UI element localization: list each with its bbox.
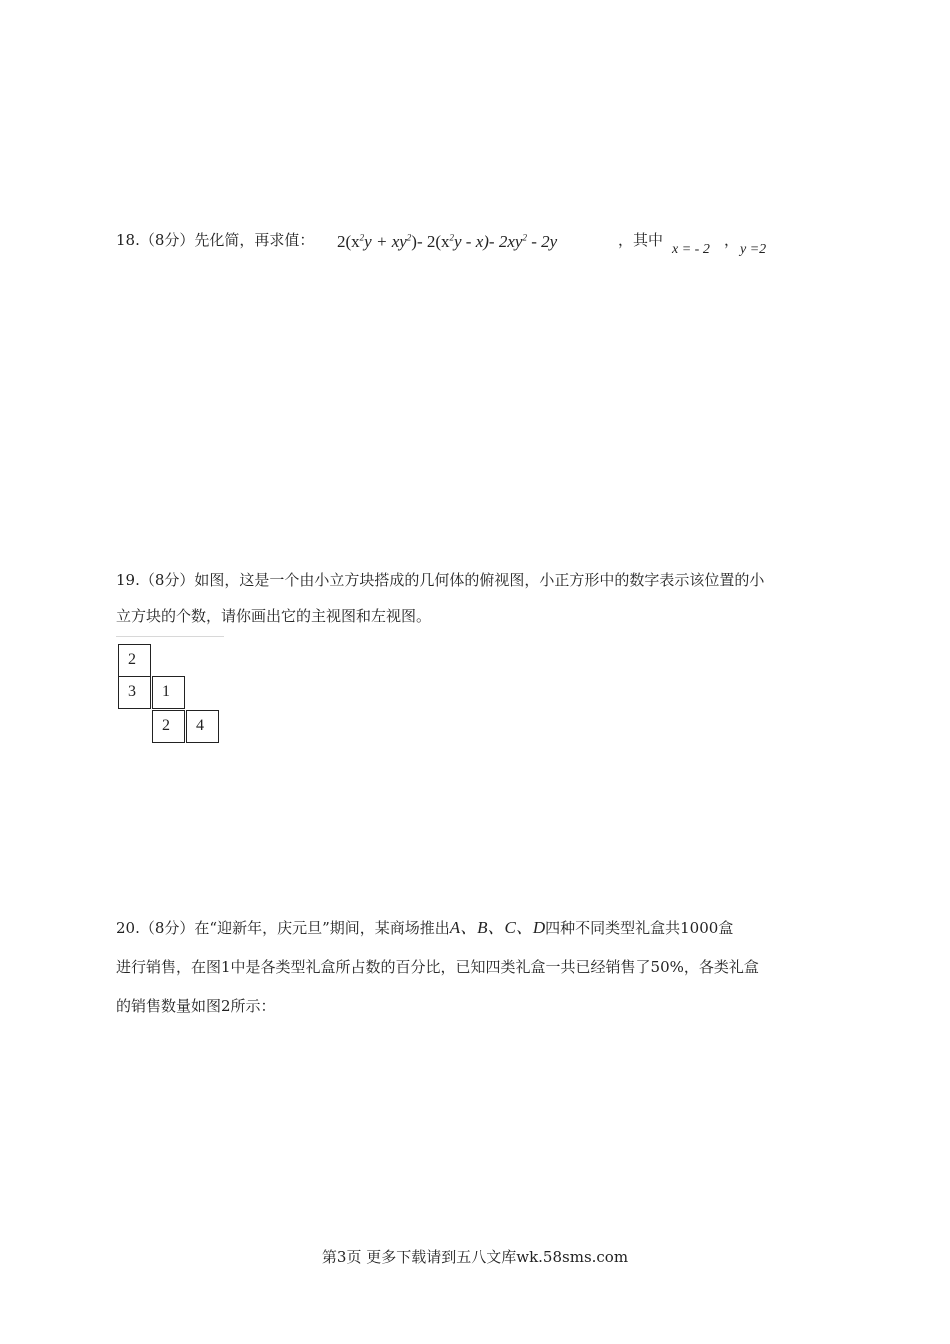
q19-line1: 19.（8分）如图，这是一个由小立方块搭成的几何体的俯视图，小正方形中的数字表示该位置的小 (116, 571, 765, 589)
grid-cell: 4 (186, 710, 219, 743)
q18-separator: ， (724, 231, 740, 249)
grid-cell: 3 (118, 676, 151, 709)
grid-top-rule (116, 636, 224, 637)
top-view-grid (116, 636, 224, 746)
grid-cell: 2 (152, 710, 185, 743)
q20-line1 (116, 918, 733, 938)
q18-condition-x: x = - 2 (672, 242, 710, 257)
q20-line1-start: 20.（8分）在“迎新年，庆元旦”期间，某商场推出 (116, 919, 450, 937)
q18-prompt: 18.（8分）先化简，再求值： (116, 231, 315, 249)
q20-line3: 的销售数量如图2所示： (116, 997, 276, 1015)
page-footer: 第3页 更多下载请到五八文库wk.58sms.com (321, 1248, 629, 1266)
grid-cell: 1 (152, 676, 185, 709)
grid-cell: 2 (118, 644, 151, 677)
q18-condition-y: y =2 (740, 242, 767, 257)
q18-expression: $2(x^2y + xy^2)-$ $2(x^2y - x)-$ $2xy^2 - 2y$ (337, 232, 558, 251)
q20-line1-end: 四种不同类型礼盒共1000盒 (545, 919, 734, 937)
q20-line2: 进行销售，在图1中是各类型礼盒所占数的百分比，已知四类礼盒一共已经销售了50%，各类礼盒 (116, 958, 759, 976)
q19-line2: 立方块的个数，请你画出它的主视图和左视图。 (116, 607, 432, 625)
q18-where: ，其中 (618, 231, 664, 249)
q20-type-labels: A、B、C、D (449, 918, 546, 937)
